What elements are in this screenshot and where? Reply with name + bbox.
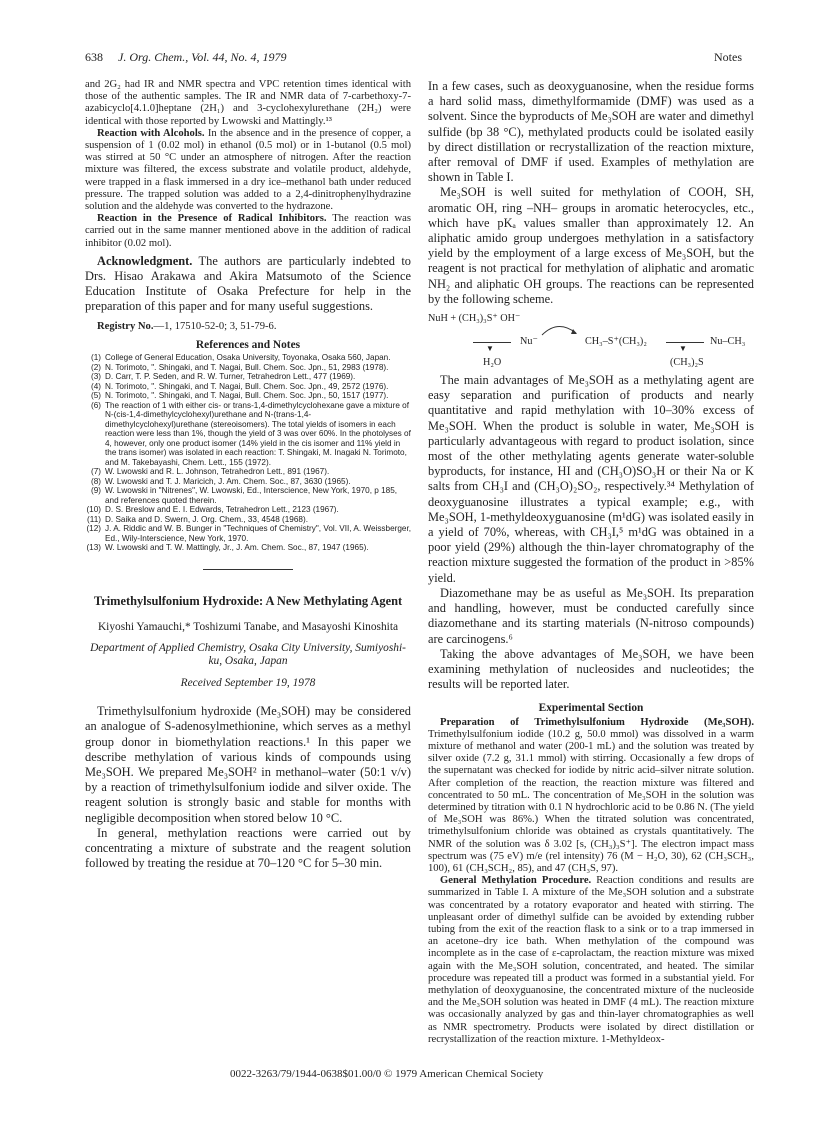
scheme-nucleophile: Nu⁻ <box>520 336 538 348</box>
reference-item <box>85 543 411 553</box>
reference-number: (4) <box>90 381 101 391</box>
scheme-product: Nu–CH₃ <box>710 336 746 348</box>
paragraph <box>428 717 754 876</box>
received-date: Received September 19, 1978 <box>180 676 316 689</box>
reference-item <box>85 524 411 543</box>
reference-item <box>85 477 411 487</box>
footer-copyright: 0022-3263/79/1944-0638$01.00/0 © 1979 American Chemical Society <box>230 1068 544 1080</box>
reference-item <box>85 486 411 505</box>
paragraph: In a few cases, such as deoxyguanosine, when the residue forms a hard solid mass, dimethylformamide (DMF) was used as a solvent. Since the byproducts of Me₃SOH are water and dimethyl sulfide (bp 38 °C), methylated products could be isolated easily by direct distillation or recrystallization of the reaction mixture, after removal of DMF if used. Examples of methylation are shown in Table I. <box>428 79 754 185</box>
reference-text: The reaction of 1 with either cis- or trans-1,4-dimethylcyclohexane gave a mixture of N-(cis-1,4-dimethylcyclohexyl)urethane and N-(trans-1,4-dimethylcyclohexyl)urethane (stereoisomers). The total yields of isomers in each reaction were less than 1%, though the yield of 3 was over 60%. In the photolyses of 4, however, only one product isomer (14% yield in the cis isomer and 11% yield in the trans isomer) was isolated in each reaction: T. Shingaki, M. Inagaki N. Torimoto, and M. Takebayashi, Chem. Lett., 155 (1972). <box>105 400 411 467</box>
reference-text: College of General Education, Osaka University, Toyonaka, Osaka 560, Japan. <box>105 353 391 363</box>
reference-item <box>85 372 411 382</box>
paragraph: and 2G₂ had IR and NMR spectra and VPC retention times identical with those of the authentic samples. The IR and NMR data of 7-carbethoxy-7-azabicyclo[4.1.0]heptane (2H₁) and 3-cyclohexylurethane (2H₂) were identical with those reported by Lwowski and Mattingly.¹³ <box>85 79 411 127</box>
references-title: References and Notes <box>195 338 301 351</box>
ack-text: The authors are particularly indebted to Drs. Hisao Arakawa and Akira Matsumoto of the Science Education Institute of Osaka Prefecture for help in the preparation of this paper and for many useful suggestions. <box>85 253 411 314</box>
run-in-heading: Reaction in the Presence of Radical Inhibitors. <box>97 213 327 225</box>
paragraph: Taking the above advantages of Me₃SOH, we have been examining methylation of nucleosides and nucleotides; the results will be reported later. <box>428 646 754 692</box>
reference-number: (9) <box>90 486 101 496</box>
reference-text: N. Torimoto, ". Shingaki, and T. Nagai, Bull. Chem. Soc. Jpn., 50, 1517 (1977). <box>105 391 389 401</box>
reference-number: (13) <box>86 543 101 553</box>
paragraph: In general, methylation reactions were carried out by concentrating a mixture of substrate and the reagent solution followed by treating the residue at 70–120 °C for 5–30 min. <box>85 825 411 871</box>
reference-text: W. Lwowski and T. J. Maricich, J. Am. Chem. Soc., 87, 3630 (1965). <box>105 476 351 486</box>
paragraph-text: Reaction conditions and results are summarized in Table I. A mixture of the Me₃SOH solution and a substrate was concentrated by a rotatory evaporator and heated with stirring. The unpleasant order of dimethyl sulfide can be avoided by extending rubber tubing from the exit of the reaction flask to a sink or to a trap immersed in an acetone–dry ice bath. When methylation of the compound was incomplete as in the case of ε-caprolactam, the reaction mixture was mixed again with the Me₃SOH solution, concentrated, and heated. The similar procedure was repeated till a product was formed in a substantial yield. For methylation of deoxyguanosine, the concentrated mixture of the nucleoside and the Me₃SOH solution was heated in DMF (4 mL). The reaction mixture was occasionally analyzed by gas and thin-layer chromatographies as well as NMR spectrometry. Products were isolated by direct distillation or recrystallization of the reaction mixture. 1-Methyldeox- <box>428 875 755 1045</box>
divider <box>203 569 293 570</box>
acknowledgment <box>85 254 411 315</box>
reference-item <box>85 382 411 392</box>
paragraph: The main advantages of Me₃SOH as a methylating agent are easy separation and purification of products and nearly quantitative and rapid methylation with 10–30% excess of Me₃SOH. When the product is soluble in water, Me₃SOH is particularly advantageous with regard to product isolation, since most of the other methylating agents generate water-soluble byproducts, for instance, HI and (CH₃O)SO₃H or their Na or K salts from CH₃I and (CH₃O)₂SO₂, respectively.³⁴ Methylation of deoxyguanosine illustrates a typical example; e.g., with Me₃SOH, 1-methyldeoxyguanosine (m¹dG) was isolated easily in a yield of 70%, whereas, with CH₃I,⁵ m¹dG was obtained in a poor yield (29%) although the thin-layer chromatography of the reaction mixture suggested the formation of the product in >85% yield. <box>428 373 754 585</box>
affiliation: Department of Applied Chemistry, Osaka City University, Sumiyoshi-ku, Osaka, Japan <box>90 641 406 668</box>
scheme-reactants: NuH + (CH₃)₃S⁺ OH⁻ <box>428 313 521 325</box>
registry <box>85 321 411 333</box>
reference-number: (11) <box>87 514 101 524</box>
journal-header: J. Org. Chem., Vol. 44, No. 4, 1979 <box>118 50 287 64</box>
run-in-heading: Preparation of Trimethylsulfonium Hydroxide (Me₃SOH). <box>440 716 754 728</box>
reference-text: J. A. Riddic and W. B. Bunger in "Techniques of Chemistry", Vol. VII, A. Weissberger, Ed., Wily-Interscience, New York, 1970. <box>105 524 412 543</box>
scheme-byproduct-dms: (CH₃)₂S <box>670 357 704 369</box>
reference-text: W. Lwowski in "Nitrenes", W. Lwowski, Ed., Interscience, New York, 1970, p 185, and references quoted therein. <box>105 486 398 505</box>
authors: Kiyoshi Yamauchi,* Toshizumi Tanabe, and Masayoshi Kinoshita <box>97 620 399 633</box>
reference-text: N. Torimoto, ". Shingaki, and T. Nagai, Bull. Chem. Soc. Jpn., 49, 2572 (1976). <box>105 381 389 391</box>
scheme-byproduct-water: H₂O <box>483 357 502 369</box>
reference-text: D. S. Breslow and E. I. Edwards, Tetrahedron Lett., 2123 (1967). <box>105 505 339 515</box>
run-in-heading: Reaction with Alcohols. <box>97 127 205 139</box>
reference-text: W. Lwowski and R. L. Johnson, Tetrahedron Lett., 891 (1967). <box>105 467 330 477</box>
reference-item <box>85 515 411 525</box>
reference-number: (3) <box>90 372 101 382</box>
right-column <box>428 79 754 1046</box>
ack-heading: Acknowledgment. <box>97 253 193 268</box>
scheme-sulfonium: CH₃–S⁺(CH₃)₂ <box>585 336 647 348</box>
reference-item <box>85 505 411 515</box>
reference-number: (1) <box>90 353 101 363</box>
reference-text: D. Carr, T. P. Seden, and R. W. Turner, Tetrahedron Lett., 477 (1969). <box>105 372 356 382</box>
reference-text: D. Saika and D. Swern, J. Org. Chem., 33, 4548 (1968). <box>105 514 308 524</box>
reference-item <box>85 353 411 363</box>
references-list <box>85 353 411 553</box>
registry-heading: Registry No. <box>97 320 154 332</box>
reference-number: (5) <box>90 391 101 401</box>
paragraph <box>428 875 754 1046</box>
arrow-head: ▼ <box>679 344 687 354</box>
section-header: Notes <box>714 50 742 64</box>
paragraph-text: The reaction was carried out in the same manner mentioned above in the addition of radical inhibitor (0.02 mol). <box>85 213 411 249</box>
article-title: Trimethylsulfonium Hydroxide: A New Methylating Agent <box>93 593 403 608</box>
arrow-head: ▼ <box>486 344 494 354</box>
reference-number: (10) <box>86 505 101 515</box>
paragraph: Trimethylsulfonium hydroxide (Me₃SOH) may be considered an analogue of S-adenosylmethionine, which serves as a methyl group donor in biomethylation reactions.¹ In this paper we describe methylation of various kinds of compounds using Me₃SOH. We prepared Me₃SOH² in methanol–water (50:1 v/v) by a reaction of trimethylsulfonium iodide and silver oxide. The reagent solution is strongly basic and stable for months with negligible decomposition when stored below 10 °C. <box>85 704 411 825</box>
paragraph-text: Trimethylsulfonium iodide (10.2 g, 50.0 mmol) was dissolved in a warm mixture of methanol and water (200-1 mL) and the solution was treated by silver oxide (7.2 g, 31.1 mmol) with stirring. Occasionally a few drops of the supernatant was checked for iodide by nitric acid–silver nitrate solution. After completion of the reaction, the reaction mixture was filtered and concentrated to 50 mL. The concentration of Me₃SOH in the solution was determined by titration with 0.1 N hydrochloric acid to be 0.86 N. (The yield of Me₃SOH was 86%.) When the titrated solution was concentrated, trimethylsulfonium chloride was obtained as crystals quantitatively. The NMR of the solution was δ 3.02 [s, (CH₃)₃S⁺]. The electron impact mass spectrum was (75 eV) m/e (rel intensity) 76 (M − H₂O, 30), 62 (CH₃SCH₃, 100), 61 (CH₃SCH₂, 85), and 47 (CH₃S, 97). <box>428 728 754 874</box>
experimental-title: Experimental Section <box>538 702 644 715</box>
reference-item <box>85 401 411 468</box>
reference-item <box>85 467 411 477</box>
reference-number: (12) <box>86 524 101 534</box>
paragraph: Me₃SOH is well suited for methylation of COOH, SH, aromatic OH, ring –NH– groups in aromatic heterocycles, etc., which have pKₐ values smaller than approximately 12. An aliphatic amido group undergoes methylation in a satisfactory yield by the employment of a large excess of Me₃SOH, but the reagent is not practical for methylation of aliphatic and aromatic NH₂ and aliphatic OH groups. The reactions can be represented by the following scheme. <box>428 185 754 306</box>
reference-number: (8) <box>90 476 101 486</box>
paragraph <box>85 213 411 250</box>
curved-arrow-icon <box>540 323 580 337</box>
reference-number: (7) <box>90 467 101 477</box>
paragraph-text: In the absence and in the presence of copper, a suspension of 1 (0.02 mol) in ethanol (0.5 mol) or in 1-butanol (0.5 mol) was stirred at 50 °C under an atmosphere of nitrogen. After the reaction mixture was filtered, the excess substrate and volatile product, aldehyde, were trapped in a flask immersed in a dry ice–methanol bath under reduced pressure. The trapped solution was added to a 2,4-dinitrophenylhydrazine solution and the aldehyde was converted to the hydrazone. <box>85 127 411 213</box>
left-column <box>85 79 411 871</box>
reference-number: (2) <box>90 362 101 372</box>
reference-text: W. Lwowski and T. W. Mattingly, Jr., J. Am. Chem. Soc., 87, 1947 (1965). <box>105 543 369 553</box>
registry-text: —1, 17510-52-0; 3, 51-79-6. <box>153 320 277 332</box>
page-number: 638 <box>85 50 103 64</box>
paragraph <box>85 128 411 213</box>
reference-item <box>85 363 411 373</box>
reference-number: (6) <box>90 400 101 410</box>
reference-text: N. Torimoto, ". Shingaki, and T. Nagai, Bull. Chem. Soc. Jpn., 51, 2983 (1978). <box>105 362 389 372</box>
paragraph: Diazomethane may be as useful as Me₃SOH. Its preparation and handling, however, must be conducted carefully since diazomethane and its starting materials (N-nitroso compounds) are carcinogens.⁶ <box>428 585 754 646</box>
reference-item <box>85 391 411 401</box>
reaction-scheme <box>428 307 754 373</box>
run-in-heading: General Methylation Procedure. <box>440 875 592 887</box>
